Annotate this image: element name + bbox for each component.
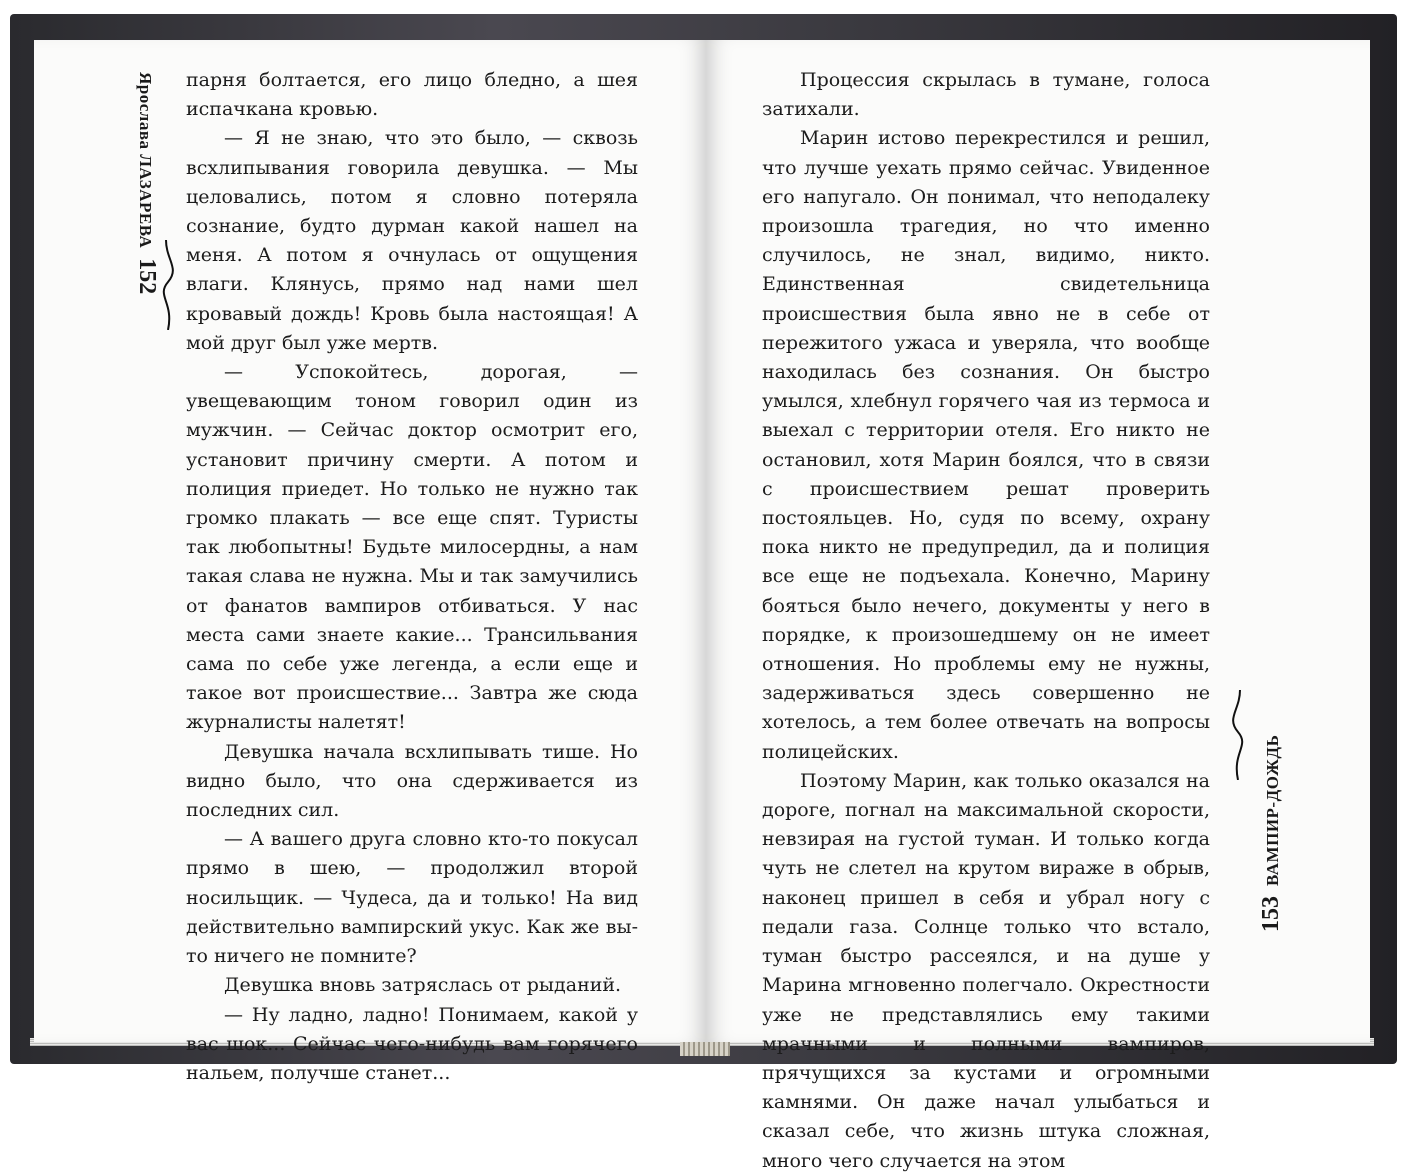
paragraph: Девушка начала всхлипывать тише. Но видно было, что она сдерживается из последних сил. (186, 740, 638, 822)
paragraph: парня болтается, его лицо бледно, а шея испачкана кровью. (186, 69, 638, 121)
book-title: ВАМПИР-ДОЖДЬ (1263, 734, 1282, 886)
left-page-text (186, 66, 638, 1088)
left-swirl-ornament (146, 240, 186, 330)
paragraph: Девушка вновь затряслась от рыданий. (224, 974, 622, 997)
right-swirl-ornament (1220, 690, 1260, 780)
left-page-number: 152 (134, 258, 160, 295)
paragraph: Процессия скрылась в тумане, голоса затихали. (762, 69, 1210, 121)
paragraph: Поэтому Марин, как только оказался на дороге, погнал на максимальной скорости, невзирая на густой туман. И только когда чуть не слетел на крутом вираже в обрыв, наконец пришел в себя и убрал ногу с педали газа. Солнце только что встало, туман быстро рассеялся, и на душе у Марина мгновенно полегчало. Окрестности уже не представлялись ему такими мрачными и полными вампиров, прячущихся за кустами и огромными камнями. Он даже начал улыбаться и сказал себе, что жизнь штука сложная, много чего случается на этом (762, 769, 1210, 1172)
paragraph: Марин истово перекрестился и решил, что лучше уехать прямо сейчас. Увиденное его напугало. Он понимал, что неподалеку произошла трагедия, но что именно случилось, не знал, видимо, никто. Единственная свидетельница происшествия была явно не в себе от пережитого ужаса и уверяла, что вообще находилась без сознания. Он быстро умылся, хлебнул горячего чая из термоса и выехал с территории отеля. Его никто не остановил, хотя Марин боялся, что в связи с происшествием решат проверить постояльцев. Но, судя по всему, охрану пока никто не предупредил, да и полиция все еще не подъехала. Конечно, Марину бояться было нечего, документы у него в порядке, к произошедшему он не имеет отношения. Но проблемы ему не нужны, задерживаться здесь совершенно не хотелось, а тем более отвечать на вопросы полицейских. (762, 127, 1210, 763)
bookmark-ribbon (680, 1042, 730, 1056)
paragraph: — А вашего друга словно кто-то покусал прямо в шею, — продолжил второй носильщик. — Чудеса, да и только! На вид действительно вампирский укус. Как же вы-то ничего не помните? (186, 828, 638, 968)
paragraph: — Я не знаю, что это было, — сквозь всхлипывания говорила девушка. — Мы целовались, потом я словно потеряла сознание, будто дурман какой нашел на меня. А потом я очнулась от ощущения влаги. Клянусь, прямо над нами шел кровавый дождь! Кровь была настоящая! А мой друг был уже мертв. (186, 127, 638, 354)
paragraph: — Успокойтесь, дорогая, — увещевающим тоном говорил один из мужчин. — Сейчас доктор осмотрит его, установит причину смерти. А потом и полиция приедет. Но только не нужно так громко плакать — все еще спят. Туристы так любопытны! Будьте милосердны, а нам такая слава не нужна. Мы и так замучились от фанатов вампиров отбиваться. У нас места сами знаете какие... Трансильвания сама по себе уже легенда, а если еще и такое вот происшествие... Завтра же сюда журналисты налетят! (186, 361, 638, 734)
right-page-number: 153 (1258, 896, 1284, 932)
right-running-head (1258, 735, 1285, 932)
right-page-text (762, 66, 1210, 1176)
paragraph: — Ну ладно, ладно! Понимаем, какой у вас шок... Сейчас чего-нибудь вам горячего нальем, получше станет... (186, 1003, 638, 1084)
author-name: Ярослава ЛАЗАРЕВА (136, 72, 155, 249)
